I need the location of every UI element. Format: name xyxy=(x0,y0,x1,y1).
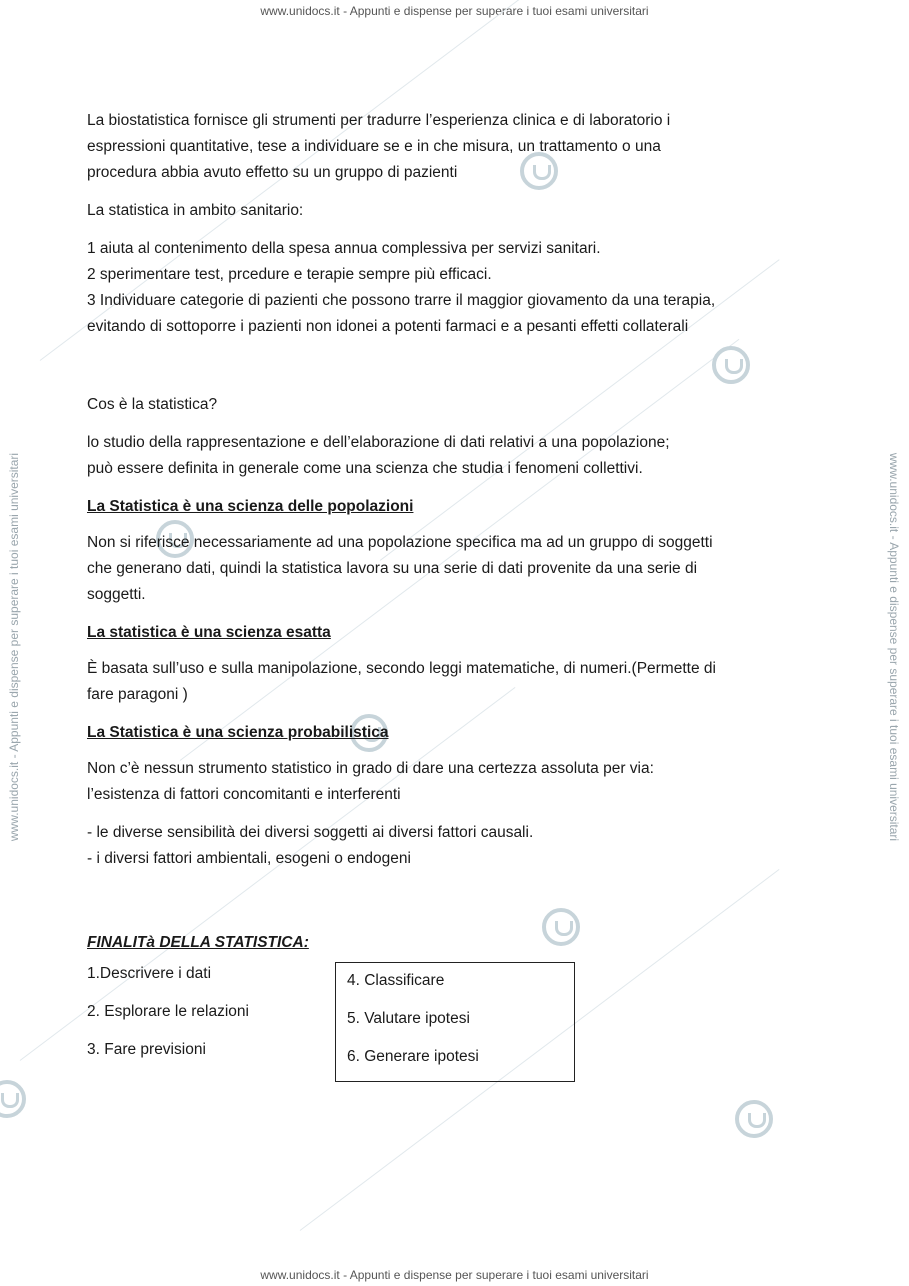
factors-list xyxy=(87,820,817,872)
goal-item: 1.Descrivere i dati xyxy=(87,965,212,982)
goal-item: 5. Valutare ipotesi xyxy=(347,1010,470,1027)
goal-item: 2. Esplorare le relazioni xyxy=(87,1003,249,1020)
popolazioni-paragraph xyxy=(87,530,817,608)
text-line: - le diverse sensibilità dei diversi soggetti ai diversi fattori causali. xyxy=(87,824,534,841)
finalita-heading: FINALITà DELLA STATISTICA: xyxy=(87,934,309,951)
watermark-side-left: www.unidocs.it - Appunti e dispense per superare i tuoi esami universitari xyxy=(7,452,21,842)
text-line: La biostatistica fornisce gli strumenti per tradurre l’esperienza clinica e di laboratorio i xyxy=(87,112,671,129)
watermark-logo-icon xyxy=(0,1080,26,1118)
text-line: 3 Individuare categorie di pazienti che possono trarre il maggior giovamento da una terapia, xyxy=(87,292,716,309)
definition-paragraph xyxy=(87,430,817,482)
watermark-logo-icon xyxy=(735,1100,773,1138)
intro-paragraph xyxy=(87,108,817,186)
text-line: - i diversi fattori ambientali, esogeni o endogeni xyxy=(87,850,411,867)
question-line: Cos è la statistica? xyxy=(87,396,218,413)
text-line: evitando di sottoporre i pazienti non idonei a potenti farmaci e a pesanti effetti collaterali xyxy=(87,318,689,335)
watermark-header: www.unidocs.it - Appunti e dispense per superare i tuoi esami universitari xyxy=(260,4,649,18)
text-line: può essere definita in generale come una scienza che studia i fenomeni collettivi. xyxy=(87,460,643,477)
text-line: 1 aiuta al contenimento della spesa annua complessiva per servizi sanitari. xyxy=(87,240,601,257)
goal-item: 4. Classificare xyxy=(347,972,445,989)
text-line: l’esistenza di fattori concomitanti e interferenti xyxy=(87,786,401,803)
sanitario-label: La statistica in ambito sanitario: xyxy=(87,202,304,219)
goal-item: 6. Generare ipotesi xyxy=(347,1048,479,1065)
text-line: soggetti. xyxy=(87,586,146,603)
document-body xyxy=(87,108,817,956)
text-line: lo studio della rappresentazione e dell’elaborazione di dati relativi a una popolazione; xyxy=(87,434,670,451)
watermark-side-right: www.unidocs.it - Appunti e dispense per superare i tuoi esami universitari xyxy=(887,452,901,842)
text-line: 2 sperimentare test, prcedure e terapie sempre più efficaci. xyxy=(87,266,492,283)
esatta-paragraph xyxy=(87,656,817,708)
text-line: espressioni quantitative, tese a individuare se e in che misura, un trattamento o una xyxy=(87,138,661,155)
text-line: che generano dati, quindi la statistica lavora su una serie di dati provenite da una serie di xyxy=(87,560,698,577)
text-line: È basata sull’uso e sulla manipolazione, secondo leggi matematiche, di numeri.(Permette di xyxy=(87,660,716,677)
goals-left-list xyxy=(87,965,249,1079)
text-line: procedura abbia avuto effetto su un gruppo di pazienti xyxy=(87,164,458,181)
goals-box xyxy=(335,962,575,1082)
text-line: Non si riferisce necessariamente ad una popolazione specifica ma ad un gruppo di soggetti xyxy=(87,534,713,551)
text-line: Non c’è nessun strumento statistico in grado di dare una certezza assoluta per via: xyxy=(87,760,654,777)
section-heading-esatta: La statistica è una scienza esatta xyxy=(87,624,331,641)
goal-item: 3. Fare previsioni xyxy=(87,1041,206,1058)
section-heading-probabilistica: La Statistica è una scienza probabilistica xyxy=(87,724,389,741)
watermark-footer: www.unidocs.it - Appunti e dispense per superare i tuoi esami universitari xyxy=(260,1268,649,1282)
section-heading-popolazioni: La Statistica è una scienza delle popolazioni xyxy=(87,498,414,515)
probabilistica-paragraph xyxy=(87,756,817,808)
sanitario-list xyxy=(87,236,817,340)
text-line: fare paragoni ) xyxy=(87,686,188,703)
